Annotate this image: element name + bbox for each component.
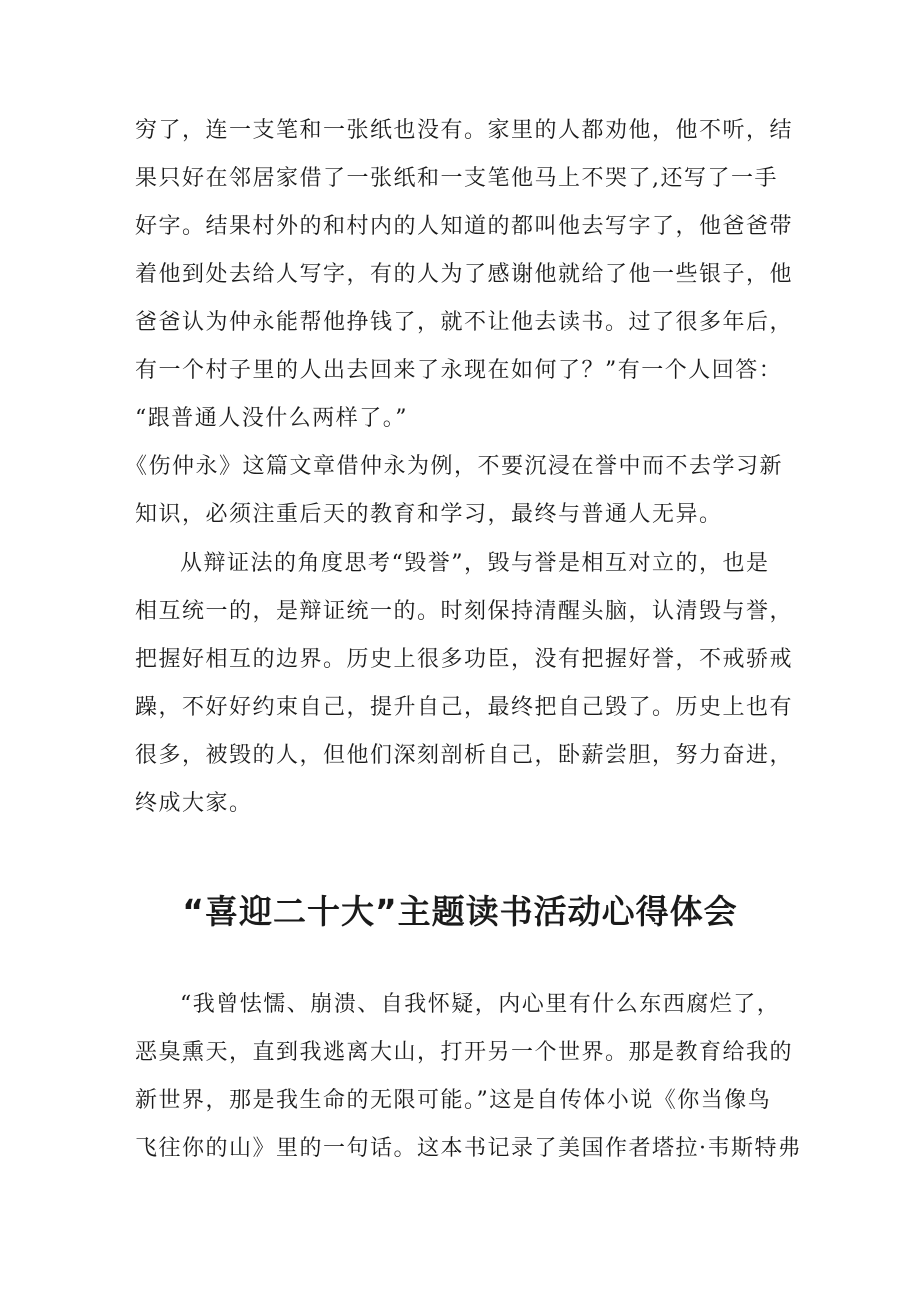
paragraph-line: 知识，必须注重后天的教育和学习，最终与普通人无异。 bbox=[135, 502, 723, 527]
paragraph-line: “跟普通人没什么两样了。” bbox=[135, 406, 408, 431]
paragraph-line: 从辩证法的角度思考“毁誉”，毁与誉是相互对立的，也是 bbox=[180, 551, 770, 576]
paragraph-line: 很多，被毁的人，但他们深刻剖析自己，卧薪尝胆，努力奋进， bbox=[135, 743, 794, 768]
paragraph-line: 相互统一的，是辩证统一的。时刻保持清醒头脑，认清毁与誉， bbox=[135, 599, 794, 624]
paragraph-line: 有一个村子里的人出去回来了永现在如何了？”有一个人回答： bbox=[135, 358, 783, 383]
paragraph-line: 把握好相互的边界。历史上很多功臣，没有把握好誉，不戒骄戒 bbox=[135, 647, 794, 672]
paragraph-line: 好字。结果村外的和村内的人知道的都叫他去写字了，他爸爸带 bbox=[135, 214, 794, 239]
paragraph-line: 果只好在邻居家借了一张纸和一支笔他马上不哭了,还写了一手 bbox=[135, 166, 778, 191]
paragraph-line: 终成大家。 bbox=[135, 791, 253, 816]
paragraph-line: 躁，不好好约束自己，提升自己，最终把自己毁了。历史上也有 bbox=[135, 695, 794, 720]
paragraph-line: “我曾怯懦、崩溃、自我怀疑，内心里有什么东西腐烂了， bbox=[180, 992, 781, 1017]
section-title: “喜迎二十大”主题读书活动心得体会 bbox=[182, 892, 738, 931]
paragraph-line: 爸爸认为仲永能帮他挣钱了，就不让他去读书。过了很多年后， bbox=[135, 310, 794, 335]
paragraph-line: 恶臭熏天，直到我逃离大山，打开另一个世界。那是教育给我的 bbox=[135, 1040, 794, 1065]
paragraph-line: 飞往你的山》里的一句话。这本书记录了美国作者塔拉·韦斯特弗 bbox=[135, 1136, 802, 1161]
paragraph-line: 穷了，连一支笔和一张纸也没有。家里的人都劝他，他不听，结 bbox=[135, 118, 794, 143]
paragraph-line: 着他到处去给人写字，有的人为了感谢他就给了他一些银子，他 bbox=[135, 262, 794, 287]
paragraph-line: 《伤仲永》这篇文章借仲永为例，不要沉浸在誉中而不去学习新 bbox=[125, 454, 784, 479]
paragraph-line: 新世界，那是我生命的无限可能。”这是自传体小说《你当像鸟 bbox=[135, 1088, 772, 1113]
